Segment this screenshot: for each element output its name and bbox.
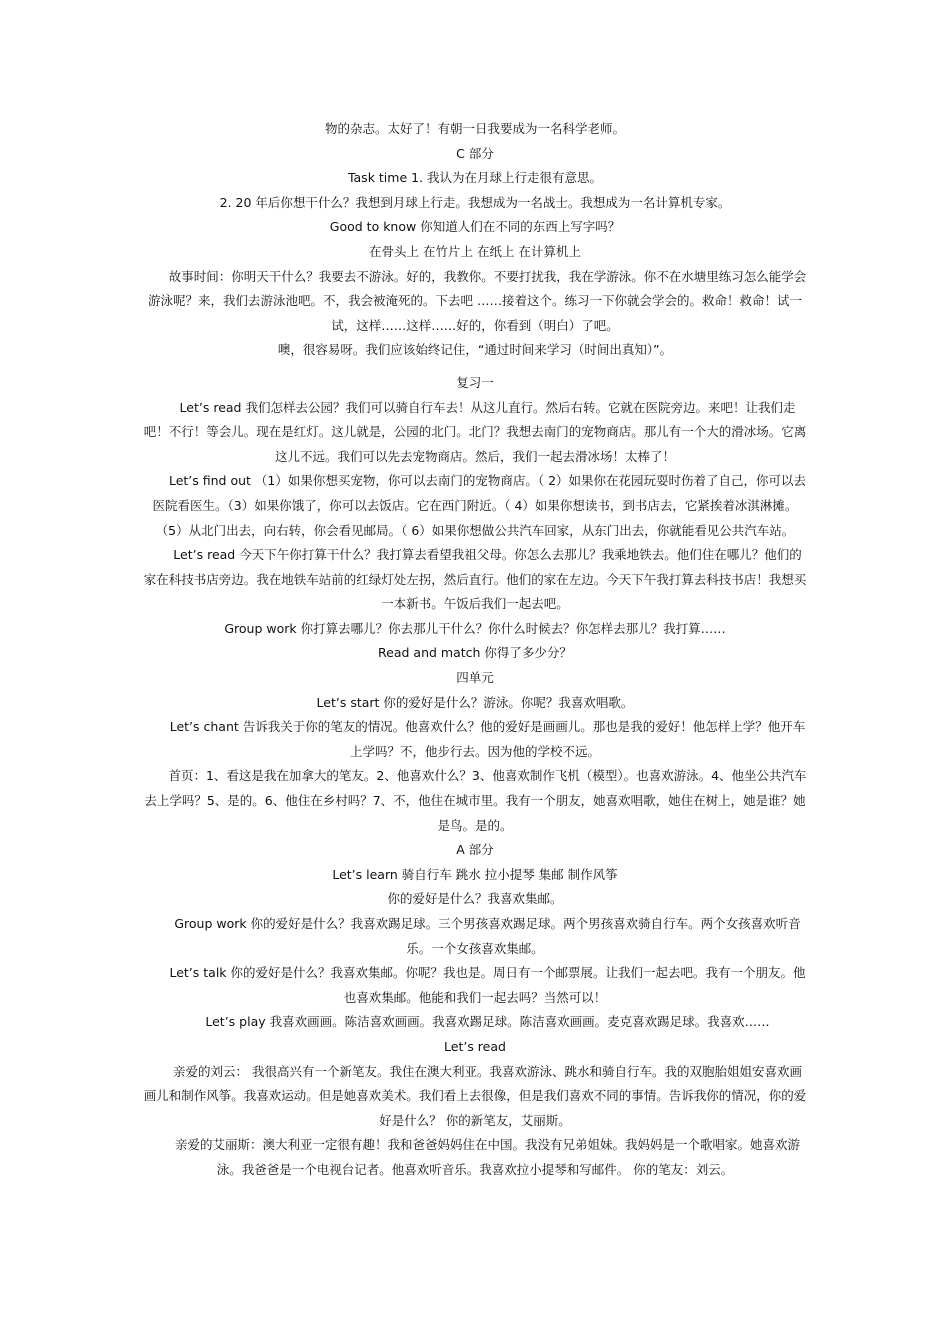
paragraph-lets-read-2: Let’s read 今天下午你打算干什么？我打算去看望我祖父母。你怎么去那儿？我乘地铁去。他们住在哪儿？他们的家在科技书店旁边。我在地铁车站前的红绿灯处左拐，然后直行。他们的家在左边。今天下午我打算去科技书店！我想买一本新书。午饭后我们一起去吧。 <box>143 547 807 612</box>
paragraph-group-work: Group work 你的爱好是什么？我喜欢踢足球。三个男孩喜欢踢足球。两个男孩喜欢骑自行车。两个女孩喜欢听音乐。一个女孩喜欢集邮。 <box>174 916 801 956</box>
section-heading-unit-four: 四单元 <box>456 670 494 686</box>
text-line: Task time 1. 我认为在月球上行走很有意思。 <box>347 170 603 186</box>
text-line: 2. 20 年后你想干什么？我想到月球上行走。我想成为一名战士。我想成为一名计算机专家。 <box>219 194 731 210</box>
text-line: 物的杂志。太好了！有朝一日我要成为一名科学老师。 <box>324 121 625 136</box>
text-line-group-work: Group work 你打算去哪儿？你去那儿干什么？你什么时候去？你怎样去那儿？我打算…… <box>224 620 726 636</box>
paragraph-lets-chant: Let’s chant 告诉我关于你的笔友的情况。他喜欢什么？他的爱好是画画儿。那也是我的爱好！他怎样上学？他开车上学吗？不，他步行去。因为他的学校不远。 <box>169 719 806 759</box>
text-line: Good to know 你知道人们在不同的东西上写字吗？ <box>329 219 621 235</box>
paragraph-letter-to-liu-yun: 亲爱的刘云： 我很高兴有一个新笔友。我住在澳大利亚。我喜欢游泳、跳水和骑自行车。我的双胞胎姐姐安喜欢画画儿和制作风筝。我喜欢运动。但是她喜欢美术。我们看上去很像，但是我们喜欢不同的事情。告诉我你的情况，你的爱好是什么？ 你的新笔友，艾丽斯。 <box>143 1063 807 1128</box>
section-heading-review-one: 复习一 <box>456 374 494 390</box>
paragraph-first-page: 首页：1、看这是我在加拿大的笔友。2、他喜欢什么？3、他喜欢制作飞机（模型）。也喜欢游泳。4、他坐公共汽车去上学吗？5、是的。6、他住在乡村吗？7、不，他住在城市里。我有一个朋友，她喜欢唱歌，她住在树上，她是谁？她是鸟。是的。 <box>144 768 807 833</box>
section-heading-part-a: A 部分 <box>456 842 494 858</box>
paragraph-lets-talk: Let’s talk 你的爱好是什么？我喜欢集邮。你呢？我也是。周日有一个邮票展。让我们一起去吧。我有一个朋友。他也喜欢集邮。他能和我们一起去吗？当然可以！ <box>169 965 806 1005</box>
paragraph-letter-to-alice: 亲爱的艾丽斯：澳大利亚一定很有趣！我和爸爸妈妈住在中国。我没有兄弟姐妹。我妈妈是一个歌唱家。她喜欢游泳。我爸爸是一个电视台记者。他喜欢听音乐。我喜欢拉小提琴和写邮件。 你的笔友：刘云。 <box>174 1137 800 1177</box>
paragraph-story-time: 故事时间：你明天干什么？我要去不游泳。好的，我教你。不要打扰我，我在学游泳。你不在水塘里练习怎么能学会游泳呢？来，我们去游泳池吧。不，我会被淹死的。下去吧 ……接着这个。练习一下你就会学会的。救命！救命！试一试，这样……这样……好的，你看到（明白）了吧。 <box>148 268 807 333</box>
section-heading-part-c: C 部分 <box>456 145 494 161</box>
text-line-lets-start: Let’s start 你的爱好是什么？游泳。你呢？我喜欢唱歌。 <box>316 694 634 710</box>
paragraph-lets-play: Let’s play 我喜欢画画。陈洁喜欢画画。我喜欢踢足球。陈洁喜欢画画。麦克喜欢踢足球。我喜欢…… <box>205 1014 770 1030</box>
text-line: 你的爱好是什么？我喜欢集邮。 <box>387 891 563 907</box>
section-heading-lets-read: Let’s read <box>444 1038 506 1054</box>
paragraph-lets-read-1: Let’s read 我们怎样去公园？我们可以骑自行车去！从这儿直行。然后右转。它就在医院旁边。来吧！让我们走吧！不行！等会儿。现在是红灯。这儿就是，公园的北门。北门？我想去南门的宠物商店。那儿有一个大的滑冰场。它离这儿不远。我们可以先去宠物商店。然后，我们一起去滑冰场！太棒了！ <box>143 399 807 464</box>
text-line-lets-learn: Let’s learn 骑自行车 跳水 拉小提琴 集邮 制作风筝 <box>332 866 618 882</box>
text-line: 在骨头上 在竹片上 在纸上 在计算机上 <box>369 243 581 259</box>
text-line-read-and-match: Read and match 你得了多少分？ <box>378 645 572 661</box>
paragraph-lets-find-out: Let’s find out （1）如果你想买宠物，你可以去南门的宠物商店。（ 2）如果你在花园玩耍时伤着了自己，你可以去医院看医生。（3）如果你饿了，你可以去饭店。它在西门附近。（ 4）如果你想读书，到书店去，它紧挨着冰淇淋摊。（5）从北门出去，向右转，你会看见邮局。（ 6）如果你想做公共汽车回家，从东门出去，你就能看见公共汽车站。 <box>152 473 807 538</box>
text-line: 噢，很容易呀。我们应该始终记住，“通过时间来学习（时间出真知）”。 <box>277 342 673 358</box>
